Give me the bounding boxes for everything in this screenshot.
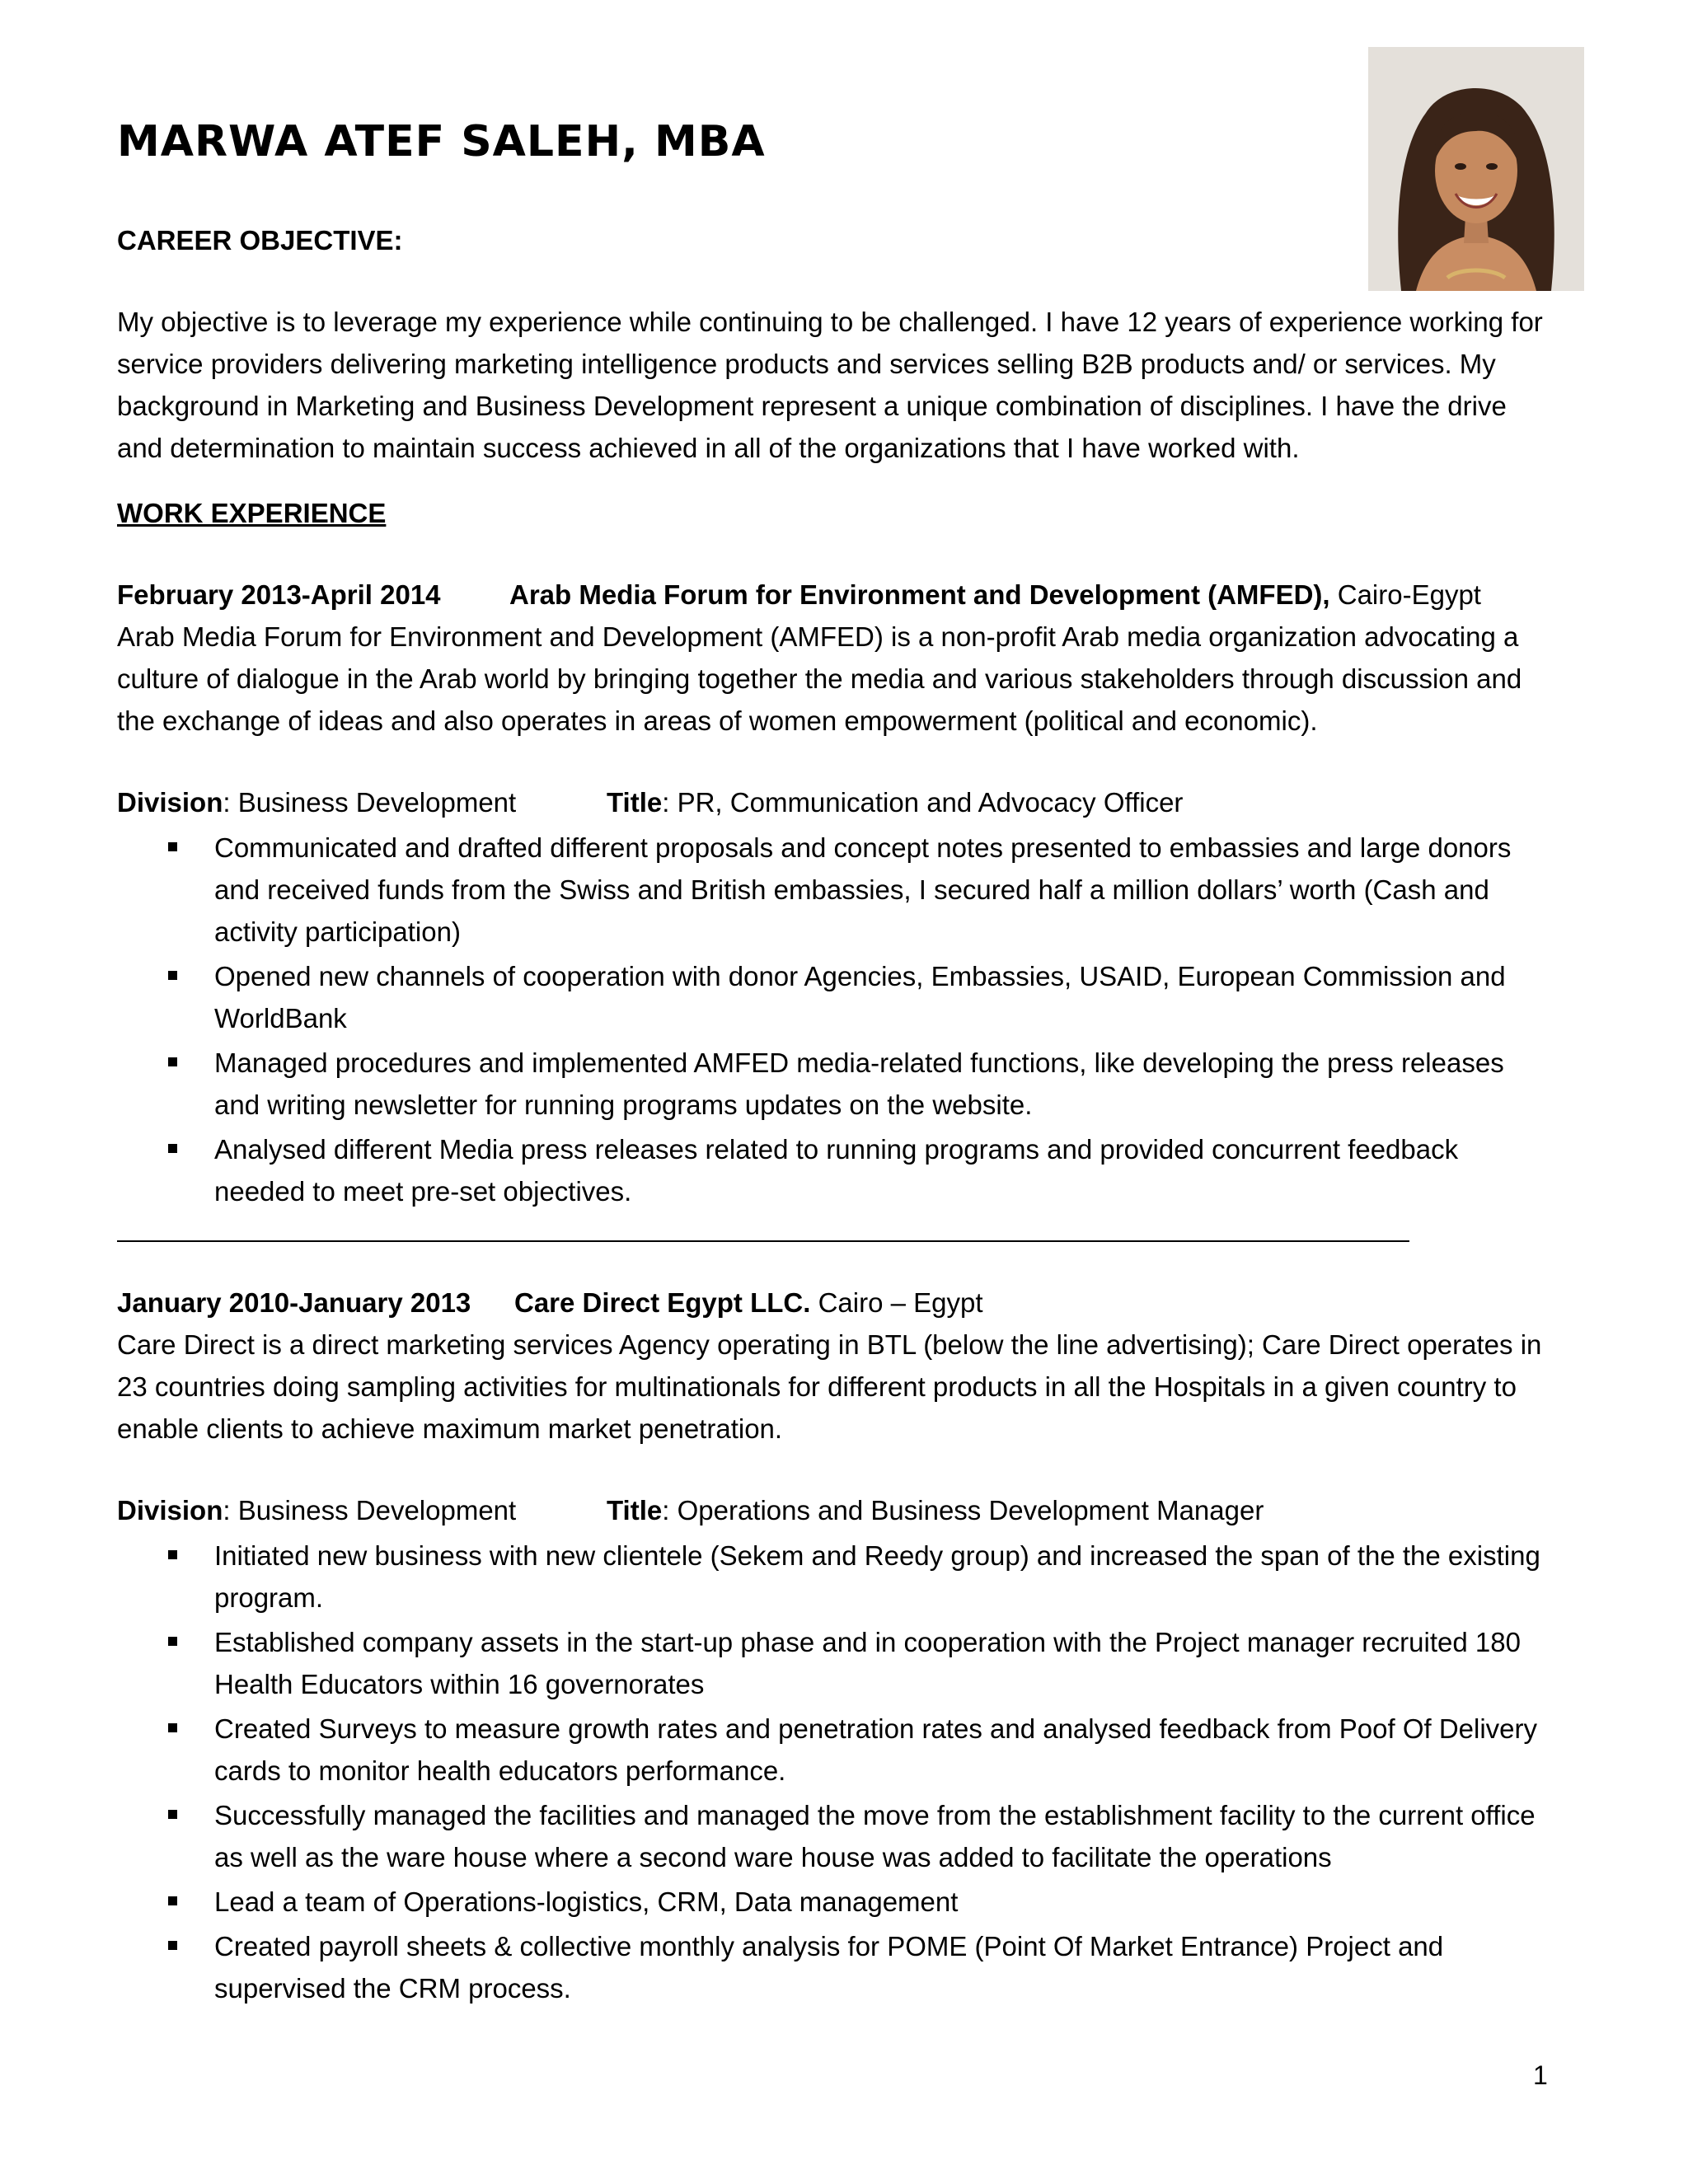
job-location: Cairo-Egypt [1329,579,1481,610]
career-objective-heading: CAREER OBJECTIVE: [117,225,403,255]
square-bullet-icon [168,971,177,980]
bullet-item [117,1535,1551,1619]
division-value: : Business Development [223,787,517,818]
job-bullets [117,1535,1551,2009]
bullet-item [117,1042,1551,1126]
square-bullet-icon [168,1941,177,1950]
square-bullet-icon [168,842,177,851]
page-number: 1 [1533,2060,1548,2090]
bullet-text: Established company assets in the start-up phase and in cooperation with the Project manager recruited 180 Health Educators within 16 governorates [214,1627,1521,1699]
division-label: Division [117,787,223,818]
bullet-text: Opened new channels of cooperation with donor Agencies, Embassies, USAID, European Commission and WorldBank [214,961,1506,1033]
square-bullet-icon [168,1810,177,1819]
job-bullets [117,827,1551,1212]
bullet-text: Created payroll sheets & collective monthly analysis for POME (Point Of Market Entrance) Project and supervised the CRM process. [214,1931,1444,2004]
square-bullet-icon [168,1057,177,1066]
bullet-text: Managed procedures and implemented AMFED media-related functions, like developing the press releases and writing newsletter for running programs updates on the website. [214,1047,1504,1120]
square-bullet-icon [168,1550,177,1559]
job-role-line [117,781,1551,823]
bullet-text: Communicated and drafted different proposals and concept notes presented to embassies and large donors and received funds from the Swiss and British embassies, I secured half a million dollars’ worth (Cash and activity participation) [214,832,1512,947]
job-entry-care-direct [117,1282,1551,2009]
bullet-item [117,1128,1551,1212]
job-entry-amfed [117,574,1551,1242]
candidate-name: MARWA ATEF SALEH, MBA [117,117,766,166]
career-objective-text: My objective is to leverage my experience while continuing to be challenged. I have 12 years of experience working for service providers delivering marketing intelligence products and services selling B2B products and/ or services. My background in Marketing and Business Development represent a unique combination of disciplines. I have the drive and determination to maintain success achieved in all of the organizations that I have worked with. [117,307,1543,463]
square-bullet-icon [168,1896,177,1905]
job-header [117,1282,1551,1324]
job-location: Cairo – Egypt [810,1287,983,1318]
job-company: Arab Media Forum for Environment and Development (AMFED), [509,579,1330,610]
division-value: : Business Development [223,1495,517,1526]
bullet-text: Lead a team of Operations-logistics, CRM, Data management [214,1886,959,1917]
square-bullet-icon [168,1144,177,1153]
bullet-item [117,1621,1551,1705]
job-header [117,574,1551,616]
job-company: Care Direct Egypt LLC. [514,1287,811,1318]
bullet-item [117,1708,1551,1792]
title-label: Title [607,1495,663,1526]
bullet-item [117,955,1551,1039]
bullet-text: Initiated new business with new clientele (Sekem and Reedy group) and increased the span of the the existing program. [214,1540,1540,1613]
square-bullet-icon [168,1723,177,1732]
bullet-item [117,827,1551,953]
bullet-text: Analysed different Media press releases related to running programs and provided concurrent feedback needed to meet pre-set objectives. [214,1134,1459,1207]
work-experience-heading: WORK EXPERIENCE [117,498,387,528]
bullet-text: Created Surveys to measure growth rates and penetration rates and analysed feedback from Poof Of Delivery cards to monitor health educators performance. [214,1713,1538,1786]
section-divider [117,1240,1409,1242]
job-dates: February 2013-April 2014 [117,579,441,610]
title-value: : PR, Communication and Advocacy Officer [662,787,1184,818]
title-value: : Operations and Business Development Manager [662,1495,1264,1526]
division-label: Division [117,1495,223,1526]
bullet-item [117,1925,1551,2009]
job-role-line [117,1489,1551,1531]
square-bullet-icon [168,1637,177,1646]
bullet-item [117,1881,1551,1923]
bullet-item [117,1794,1551,1878]
job-description: Arab Media Forum for Environment and Development (AMFED) is a non-profit Arab media organization advocating a culture of dialogue in the Arab world by bringing together the media and various stakeholders through discussion and the exchange of ideas and also operates in areas of women empowerment (political and economic). [117,621,1522,736]
job-description: Care Direct is a direct marketing services Agency operating in BTL (below the line advertising); Care Direct operates in 23 countries doing sampling activities for multinationals for different products in all the Hospitals in a given country to enable clients to achieve maximum market penetration. [117,1329,1542,1444]
job-dates: January 2010-January 2013 [117,1287,471,1318]
bullet-text: Successfully managed the facilities and managed the move from the establishment facility to the current office as well as the ware house where a second ware house was added to facilitate the operations [214,1800,1536,1872]
title-label: Title [607,787,663,818]
resume-content [117,216,1551,2012]
